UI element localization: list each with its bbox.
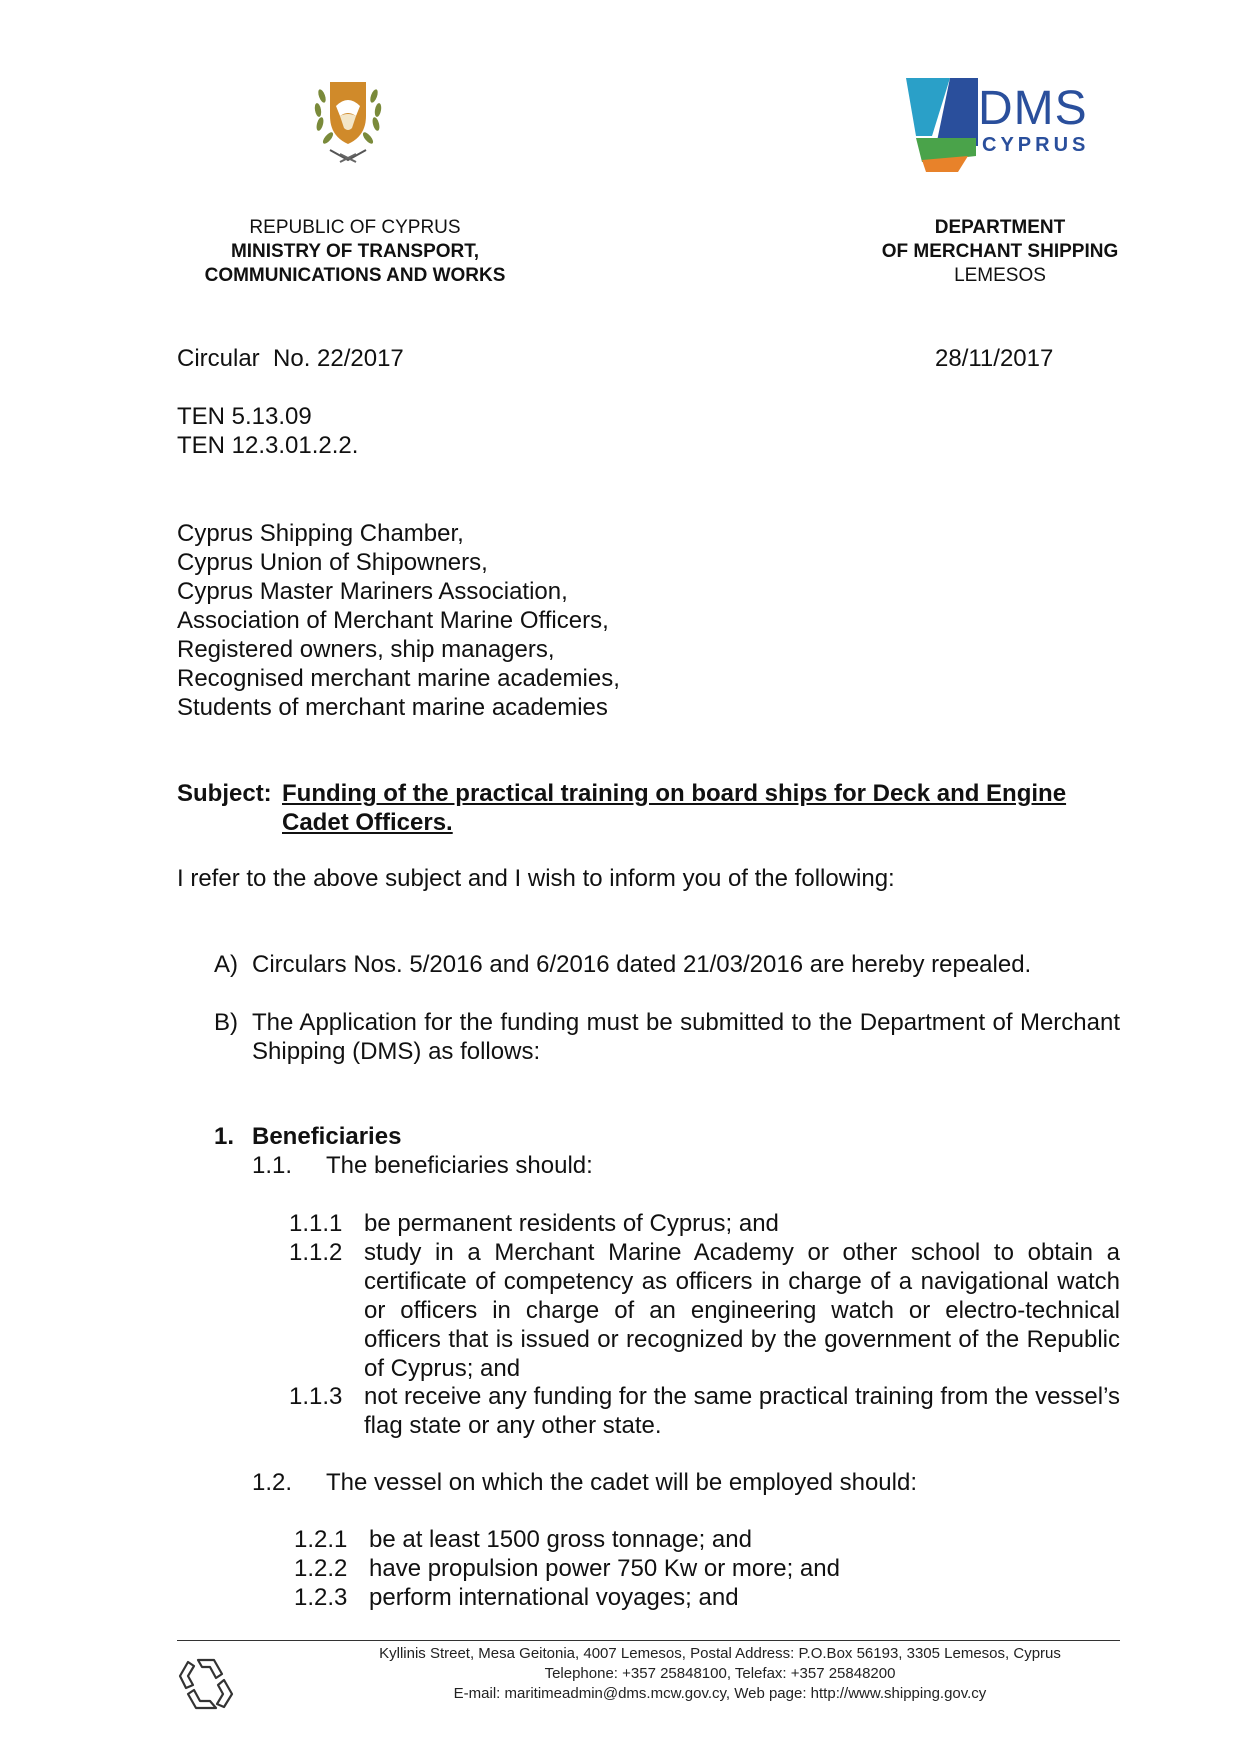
footer-contact: E-mail: maritimeadmin@dms.mcw.gov.cy, Web page: http://www.shipping.gov.cy: [453, 1685, 987, 1702]
recipients-list: [177, 519, 620, 722]
footer-divider: [177, 1640, 1120, 1641]
point-a-text: Circulars Nos. 5/2016 and 6/2016 dated 21/03/2016 are hereby repealed.: [252, 951, 1032, 978]
intro-paragraph: I refer to the above subject and I wish to inform you of the following:: [177, 865, 895, 892]
item-1-1-2-text: study in a Merchant Marine Academy or other school to obtain a certificate of competency as officers in charge of a navigational watch or officers in charge of an engineering watch or electro-technical officers that is issued or recognized by the government of the Republic of Cyprus; and: [364, 1239, 1120, 1382]
subject-title-line1: Funding of the practical training on board ships for Deck and Engine: [282, 780, 1067, 807]
recipient: Recognised merchant marine academies,: [177, 665, 620, 692]
item-1-1-2-number: 1.1.2: [289, 1239, 343, 1266]
recipient: Cyprus Shipping Chamber,: [177, 520, 464, 547]
recycle-icon: [176, 1652, 236, 1712]
recipient: Cyprus Master Mariners Association,: [177, 578, 568, 605]
item-1-2-3-text: perform international voyages; and: [369, 1584, 739, 1611]
references: [177, 402, 358, 460]
subsection-1-1-number: 1.1.: [252, 1152, 293, 1179]
cyprus-coat-of-arms-icon: [300, 76, 396, 166]
reference-line: TEN 5.13.09: [177, 403, 312, 430]
subsection-1-1-text: The beneficiaries should:: [326, 1152, 593, 1179]
header-right: [830, 216, 1170, 288]
subject-title: [282, 779, 1122, 837]
point-a-label: A): [214, 951, 238, 978]
header-ministry-line2: COMMUNICATIONS AND WORKS: [204, 265, 506, 286]
point-b-label: B): [214, 1009, 238, 1036]
item-1-1-3-text: not receive any funding for the same practical training from the vessel’s flag state or any other state.: [364, 1383, 1120, 1439]
section-1-number: 1.: [214, 1123, 235, 1150]
item-1-1-1-number: 1.1.1: [289, 1210, 343, 1237]
subject-label: Subject:: [177, 780, 272, 807]
subsection-1-2-text: The vessel on which the cadet will be employed should:: [326, 1469, 917, 1496]
header-republic: REPUBLIC OF CYPRUS: [249, 217, 461, 238]
recipient: Association of Merchant Marine Officers,: [177, 607, 609, 634]
dms-logo-subtext: CYPRUS: [982, 134, 1090, 156]
subsection-1-2-number: 1.2.: [252, 1469, 293, 1496]
item-1-1-1-text: be permanent residents of Cyprus; and: [364, 1210, 779, 1237]
circular-number: Circular No. 22/2017: [177, 345, 404, 372]
reference-line: TEN 12.3.01.2.2.: [177, 432, 359, 459]
point-b-text: The Application for the funding must be submitted to the Department of Merchant Shipping (DMS) as follows:: [252, 1009, 1120, 1065]
recipient: Cyprus Union of Shipowners,: [177, 549, 488, 576]
item-1-2-1-number: 1.2.1: [294, 1526, 348, 1553]
subject-title-line2: Cadet Officers.: [282, 809, 453, 836]
footer-address: Kyllinis Street, Mesa Geitonia, 4007 Lemesos, Postal Address: P.O.Box 56193, 3305 Lemesos, Cyprus: [379, 1645, 1061, 1662]
item-1-1-3-number: 1.1.3: [289, 1383, 343, 1410]
dms-cyprus-logo: [906, 76, 1096, 172]
footer: [250, 1644, 1190, 1704]
dms-logo-mark-icon: [906, 76, 978, 172]
item-1-2-2-text: have propulsion power 750 Kw or more; and: [369, 1555, 840, 1582]
header-department-line2: OF MERCHANT SHIPPING: [881, 241, 1119, 262]
section-1-title: Beneficiaries: [252, 1123, 402, 1150]
item-1-2-2-number: 1.2.2: [294, 1555, 348, 1582]
item-1-2-3-number: 1.2.3: [294, 1584, 348, 1611]
recipient: Students of merchant marine academies: [177, 694, 608, 721]
dms-logo-text: DMS: [978, 82, 1088, 135]
recipient: Registered owners, ship managers,: [177, 636, 555, 663]
header-ministry: MINISTRY OF TRANSPORT,: [230, 241, 480, 262]
item-1-2-1-text: be at least 1500 gross tonnage; and: [369, 1526, 752, 1553]
footer-phone: Telephone: +357 25848100, Telefax: +357 25848200: [544, 1665, 896, 1682]
header-department: DEPARTMENT: [934, 217, 1066, 238]
header-left: [160, 216, 550, 288]
header-city: LEMESOS: [954, 265, 1046, 286]
circular-date: 28/11/2017: [935, 345, 1054, 372]
